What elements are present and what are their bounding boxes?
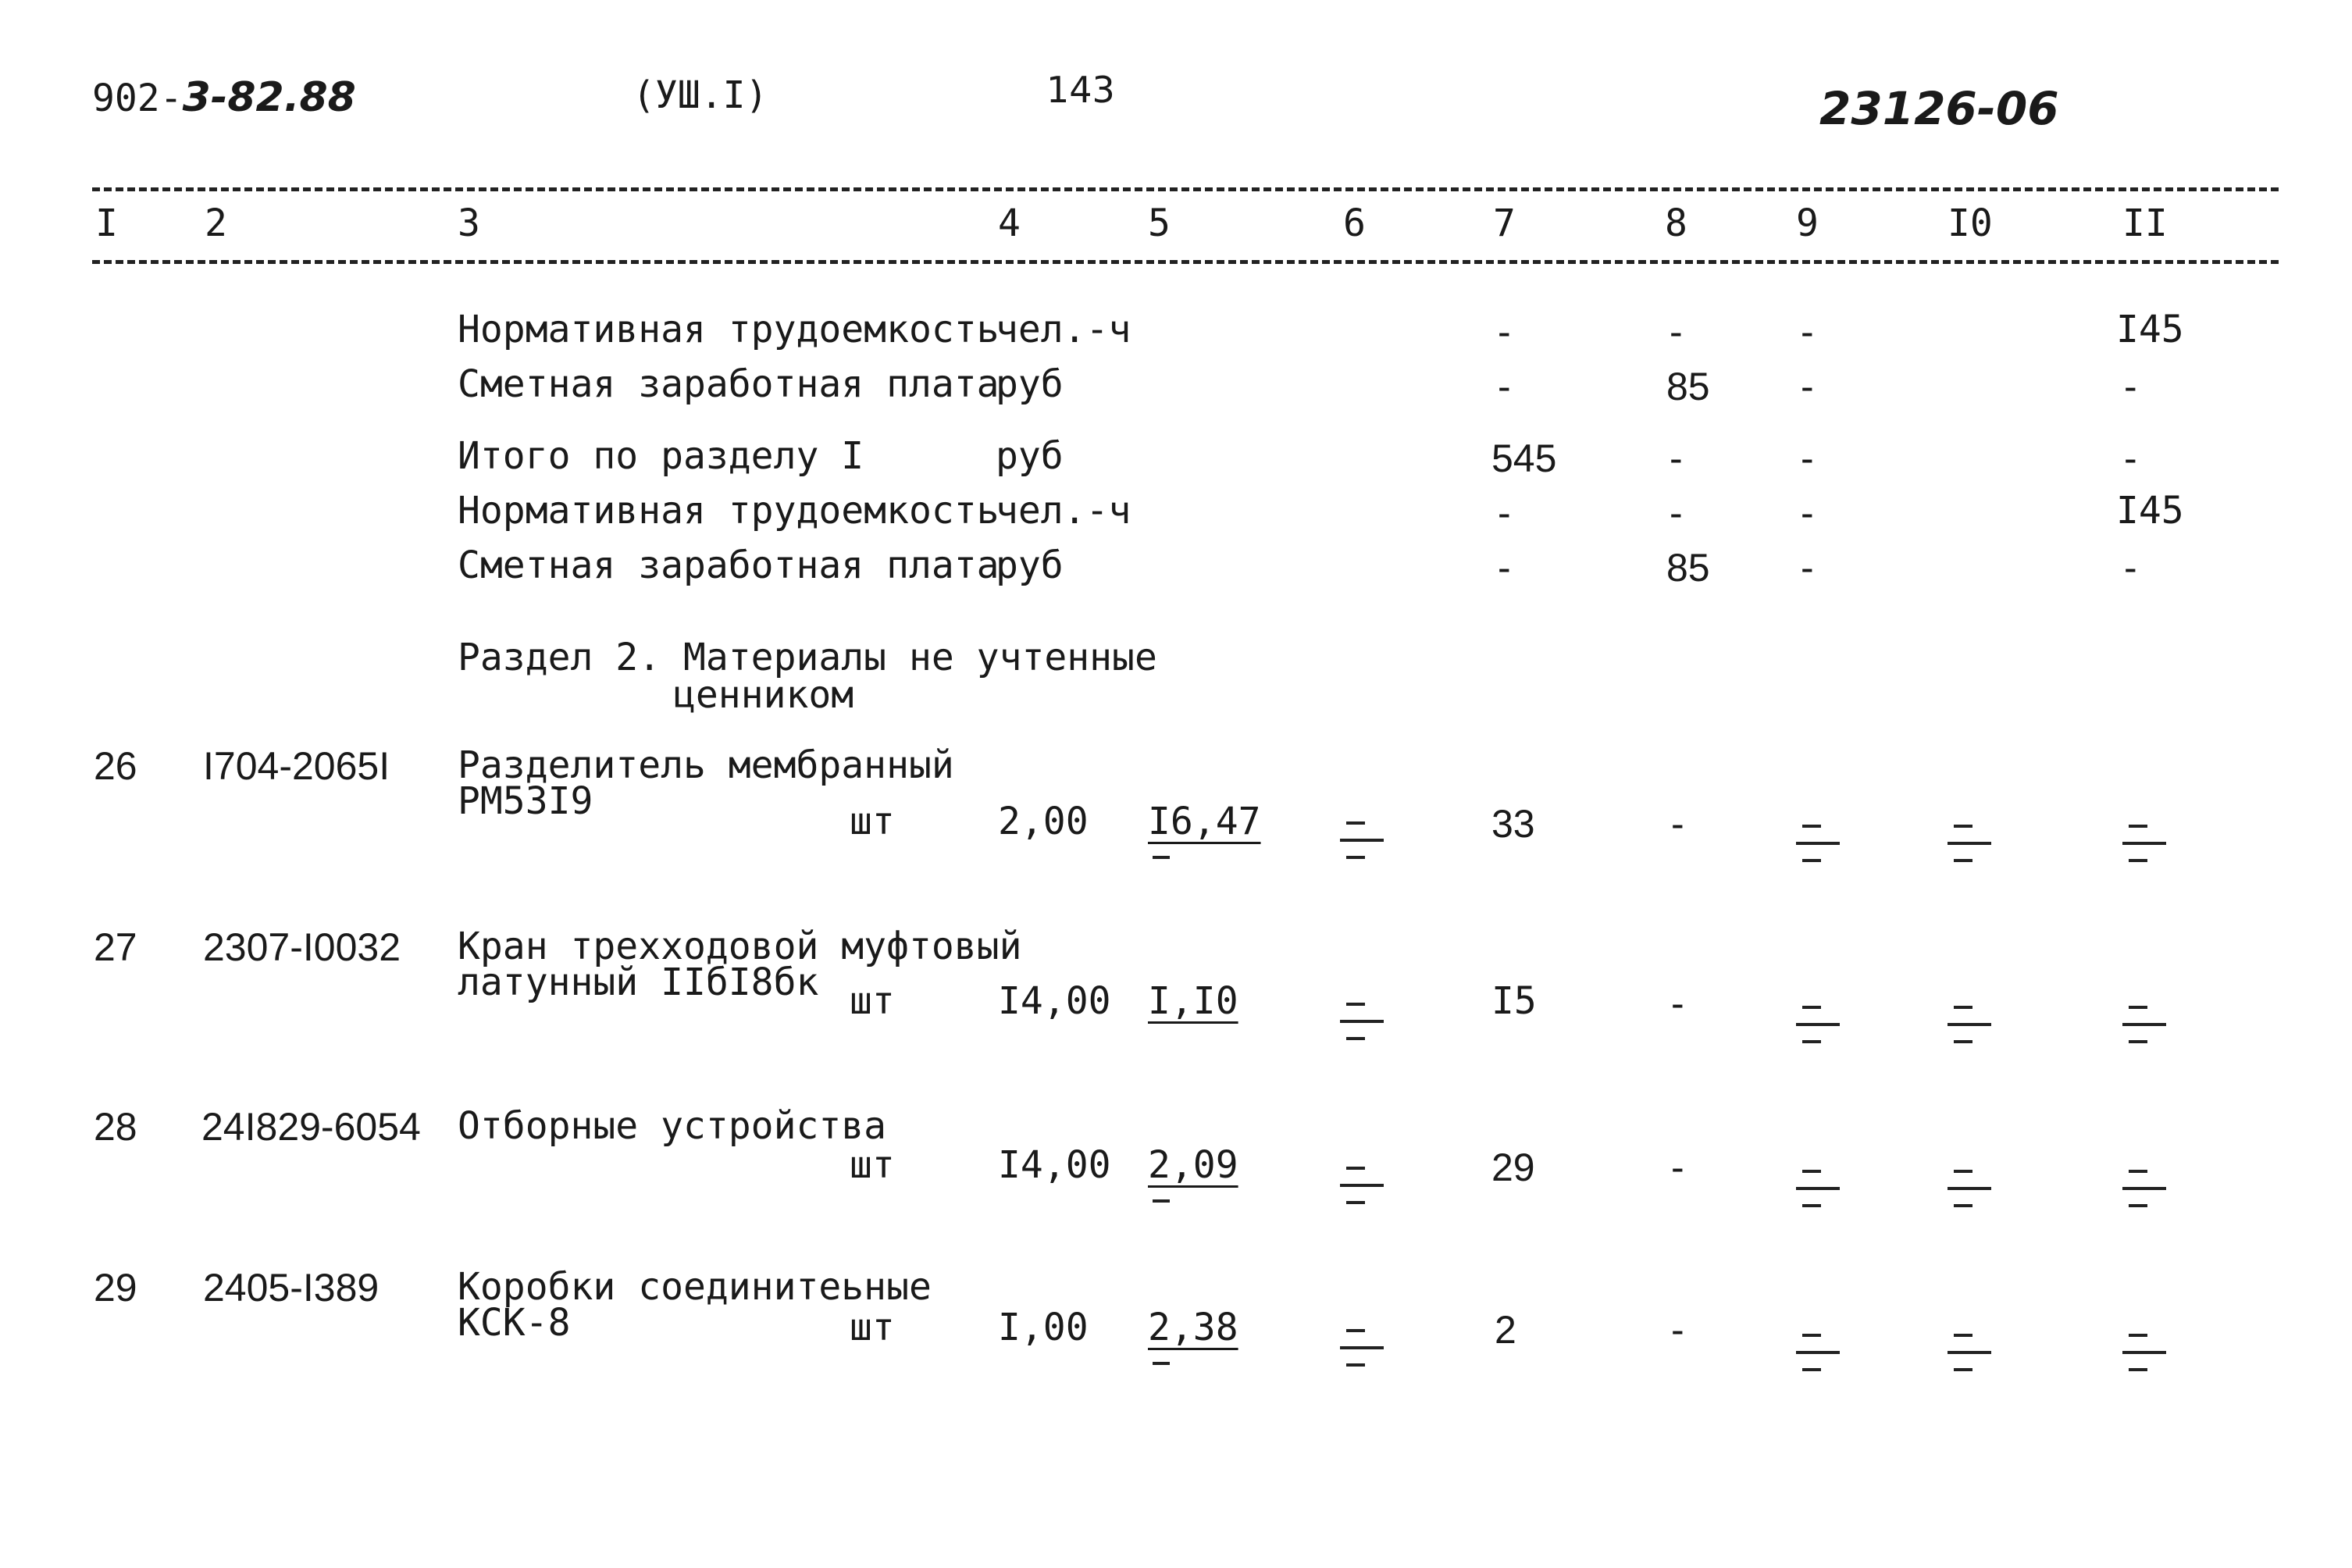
summary-col11: - — [2124, 546, 2137, 590]
column-header-5: 5 — [1148, 201, 1171, 245]
column-header-7: 7 — [1493, 201, 1516, 245]
col6-fraction-dash — [1340, 812, 1384, 867]
item-total: 29 — [1491, 1146, 1535, 1189]
summary-col8: - — [1670, 437, 1683, 480]
summary-label: Итого по разделу I — [458, 434, 864, 478]
item-name-cont: КСК-8 — [458, 1301, 571, 1345]
item-name: Разделитель мембранный — [458, 743, 954, 787]
summary-col7: - — [1498, 310, 1511, 354]
item-code: 2307-I0032 — [203, 925, 401, 969]
summary-col7: 545 — [1491, 437, 1557, 480]
summary-unit: руб — [996, 434, 1064, 478]
column-header-2: 2 — [205, 201, 227, 245]
section-2-title: Раздел 2. Материалы не учтенные — [458, 636, 1157, 679]
summary-col11: - — [2124, 365, 2137, 408]
col11-fraction-dash — [2122, 1324, 2166, 1379]
stamp-number: 23126-06 — [1819, 82, 2059, 135]
summary-col11: - — [2124, 437, 2137, 480]
summary-col9: - — [1801, 310, 1814, 354]
price-sub-dash — [1153, 856, 1170, 859]
column-header-11: II — [2122, 201, 2168, 245]
col11-fraction-dash — [2122, 996, 2166, 1051]
section-2-title-cont: ценником — [673, 673, 854, 717]
col9-fraction-dash — [1796, 815, 1840, 870]
col10-fraction-dash — [1948, 1324, 1991, 1379]
summary-col7: - — [1498, 365, 1511, 408]
item-total: 2 — [1495, 1308, 1516, 1352]
item-code: 24I829-6054 — [201, 1105, 421, 1149]
summary-col11: I45 — [2116, 308, 2184, 351]
item-quantity: I,00 — [998, 1306, 1089, 1349]
item-number: 28 — [94, 1105, 137, 1149]
section-code: (УШ.I) — [633, 73, 768, 117]
item-price: I,I0 — [1148, 979, 1238, 1023]
summary-col7: - — [1498, 546, 1511, 590]
column-header-10: I0 — [1948, 201, 1993, 245]
col6-fraction-dash — [1340, 1157, 1384, 1212]
item-name: Отборные устройства — [458, 1104, 887, 1148]
summary-col9: - — [1801, 437, 1814, 480]
item-quantity: I4,00 — [998, 1143, 1111, 1187]
item-col8: - — [1671, 1308, 1684, 1352]
column-header-4: 4 — [998, 201, 1021, 245]
col10-fraction-dash — [1948, 1160, 1991, 1215]
item-number: 29 — [94, 1266, 137, 1310]
col6-fraction-dash — [1340, 993, 1384, 1048]
summary-col9: - — [1801, 491, 1814, 535]
item-price: I6,47 — [1148, 800, 1261, 843]
item-col8: - — [1671, 802, 1684, 846]
doc-code-prefix: 902- — [92, 77, 183, 120]
col6-fraction-dash — [1340, 1320, 1384, 1374]
summary-col8: - — [1670, 491, 1683, 535]
column-header-8: 8 — [1665, 201, 1687, 245]
item-price: 2,09 — [1148, 1143, 1238, 1187]
summary-col8: - — [1670, 310, 1683, 354]
item-unit: шт — [850, 1306, 895, 1349]
column-header-6: 6 — [1343, 201, 1366, 245]
col9-fraction-dash — [1796, 996, 1840, 1051]
summary-label: Нормативная трудоемкость — [458, 489, 1000, 533]
item-unit: шт — [850, 979, 895, 1023]
price-sub-dash — [1153, 1199, 1170, 1203]
item-price: 2,38 — [1148, 1306, 1238, 1349]
price-sub-dash — [1153, 1362, 1170, 1365]
col10-fraction-dash — [1948, 815, 1991, 870]
item-name-cont: латунный IIбI8бк — [458, 960, 819, 1004]
item-code: I704-2065I — [203, 744, 390, 788]
item-quantity: I4,00 — [998, 979, 1111, 1023]
summary-unit: чел.-ч — [996, 308, 1131, 351]
item-name: Коробки соединитеьные — [458, 1265, 932, 1309]
item-code: 2405-I389 — [203, 1266, 380, 1310]
col9-fraction-dash — [1796, 1160, 1840, 1215]
summary-unit: руб — [996, 362, 1064, 406]
item-unit: шт — [850, 800, 895, 843]
item-col8: - — [1671, 982, 1684, 1025]
column-header-1: I — [95, 201, 118, 245]
item-number: 26 — [94, 744, 137, 788]
column-header-9: 9 — [1796, 201, 1819, 245]
summary-col9: - — [1801, 546, 1814, 590]
summary-col8: 85 — [1666, 546, 1710, 590]
header-top-rule — [92, 187, 2279, 191]
summary-col8: 85 — [1666, 365, 1710, 408]
summary-unit: чел.-ч — [996, 489, 1131, 533]
summary-label: Нормативная трудоемкость — [458, 308, 1000, 351]
item-quantity: 2,00 — [998, 800, 1089, 843]
col10-fraction-dash — [1948, 996, 1991, 1051]
summary-label: Сметная заработная плата — [458, 543, 1000, 587]
item-unit: шт — [850, 1143, 895, 1187]
summary-col7: - — [1498, 491, 1511, 535]
doc-code-handwritten: 3-82.88 — [182, 74, 356, 121]
column-header-3: 3 — [458, 201, 480, 245]
col11-fraction-dash — [2122, 815, 2166, 870]
summary-label: Сметная заработная плата — [458, 362, 1000, 406]
item-name-cont: РМ53I9 — [458, 779, 593, 823]
page-number: 143 — [1046, 69, 1115, 111]
item-name: Кран трехходовой муфтовый — [458, 925, 1022, 968]
item-total: I5 — [1491, 979, 1537, 1023]
item-number: 27 — [94, 925, 137, 969]
document-header — [92, 74, 356, 121]
col11-fraction-dash — [2122, 1160, 2166, 1215]
item-total: 33 — [1491, 802, 1535, 846]
summary-col9: - — [1801, 365, 1814, 408]
header-bottom-rule — [92, 260, 2279, 264]
item-col8: - — [1671, 1146, 1684, 1189]
summary-unit: руб — [996, 543, 1064, 587]
col9-fraction-dash — [1796, 1324, 1840, 1379]
summary-col11: I45 — [2116, 489, 2184, 533]
